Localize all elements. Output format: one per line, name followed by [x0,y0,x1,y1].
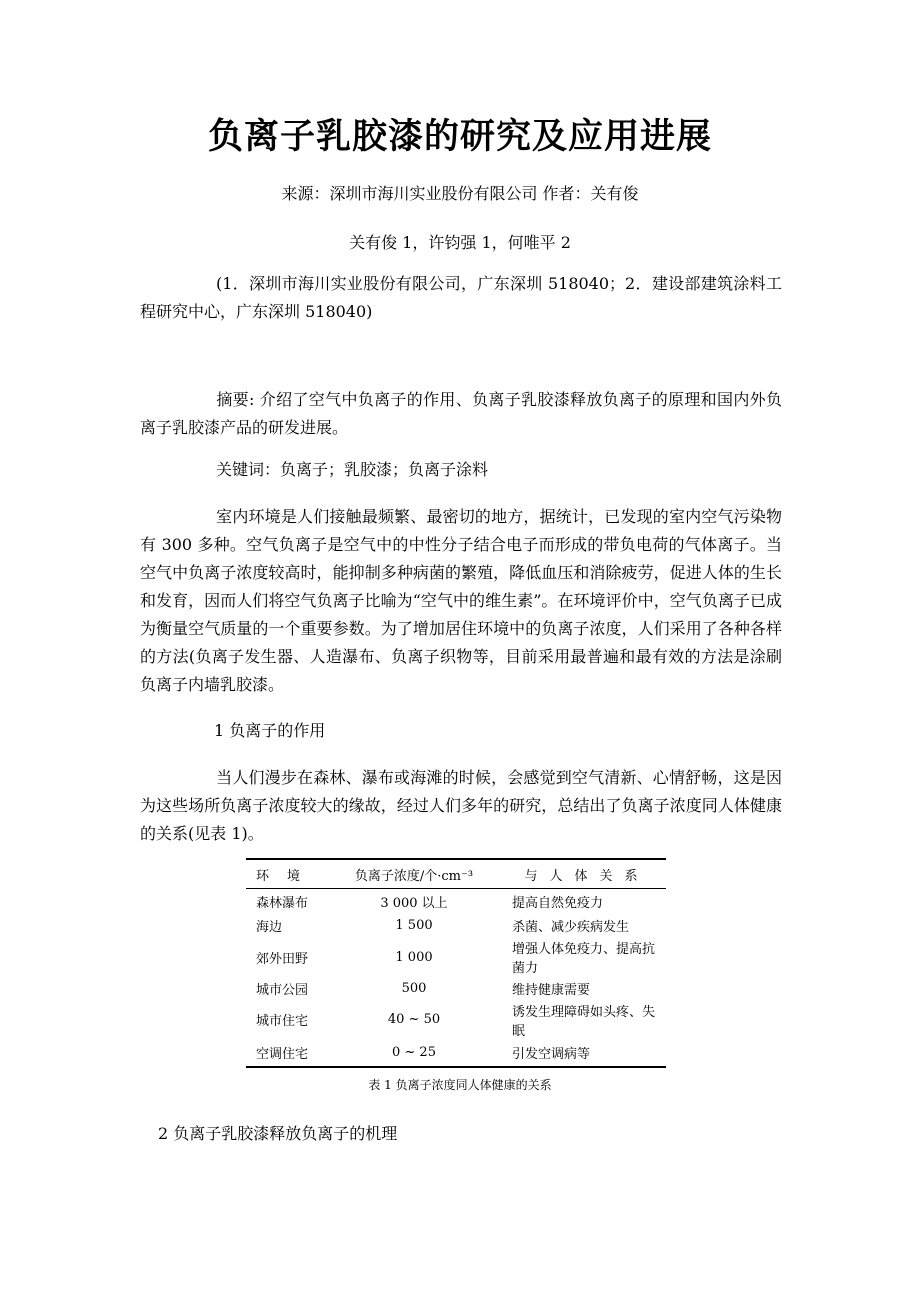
table-cell: 森林瀑布 [256,895,309,911]
table-cell: 1 500 [395,918,433,934]
affiliation-text: (1．深圳市海川实业股份有限公司，广东深圳 518040；2．建设部建筑涂料工程研究中心，广东深圳 518040) [140,274,782,321]
table-header-concentration: 负离子浓度/个·cm⁻³ [340,859,488,889]
table-header-environment: 环境 [246,859,340,889]
table-row [246,889,666,914]
affiliation-paragraph [140,270,782,326]
table-cell: 诱发生理障碍如头疼、失眠 [512,1004,656,1039]
table-caption: 表 1 负离子浓度同人体健康的关系 [368,1078,552,1092]
table-cell: 郊外田野 [256,951,309,967]
keywords-text: 关键词：负离子；乳胶漆；负离子涂料 [216,460,489,479]
section-1-paragraph [140,764,782,848]
table-cell: 空调住宅 [246,1039,340,1067]
table-cell: 引发空调病等 [488,1039,666,1067]
document-title: 负离子乳胶漆的研究及应用进展 [207,116,712,157]
table-header-relation: 与人体关系 [488,859,666,889]
section-2-heading: 2 负离子乳胶漆释放负离子的机理 [158,1124,398,1143]
health-relation-table [246,858,666,1068]
table-cell: 增强人体免疫力、提高抗菌力 [512,942,656,976]
table-cell: 城市住宅 [256,1014,309,1029]
table-row [246,1039,666,1067]
table-cell: 提高自然免疫力 [512,895,604,911]
table-cell: 海边 [256,920,283,936]
abstract-paragraph [140,386,782,442]
keywords-paragraph [140,456,782,484]
table-row [246,914,666,939]
authors-line: 关有俊 1，许钧强 1，何唯平 2 [349,233,571,252]
table-row [246,1001,666,1039]
table-header-row [246,859,666,889]
intro-paragraph [140,503,782,699]
table-cell: 城市公园 [256,982,309,998]
source-line: 来源：深圳市海川实业股份有限公司 作者：关有俊 [281,184,639,203]
table-cell: 0 ~ 25 [340,1039,488,1067]
table-cell: 40 ~ 50 [387,1012,441,1027]
table-cell: 500 [401,980,427,996]
table-cell: 3 000 以上 [380,895,448,911]
section-1-text: 当人们漫步在森林、瀑布或海滩的时候，会感觉到空气清新、心情舒畅，这是因为这些场所负离子浓度较大的缘故，经过人们多年的研究，总结出了负离子浓度同人体健康的关系(见表 1)。 [140,768,782,843]
section-1-heading: 1 负离子的作用 [214,721,326,740]
table-cell: 杀菌、减少疾病发生 [512,920,630,936]
table-cell: 1 000 [395,949,433,965]
table-cell: 维持健康需要 [512,982,591,998]
table-row [246,938,666,976]
table-row [246,976,666,1001]
abstract-text: 摘要: 介绍了空气中负离子的作用、负离子乳胶漆释放负离子的原理和国内外负离子乳胶漆产品的研发进展。 [140,390,782,437]
intro-text: 室内环境是人们接触最频繁、最密切的地方，据统计，已发现的室内空气污染物有 300 多种。空气负离子是空气中的中性分子结合电子而形成的带负电荷的气体离子。当空气中负离子浓度较高时，能抑制多种病菌的繁殖，降低血压和消除疲劳，促进人体的生长和发育，因而人们将空气负离子比喻为“空气中的维生素”。在环境评价中，空气负离子已成为衡量空气质量的一个重要参数。为了增加居住环境中的负离子浓度，人们采用了各种各样的方法(负离子发生器、人造瀑布、负离子织物等，目前采用最普遍和最有效的方法是涂刷负离子内墙乳胶漆。 [140,507,782,694]
